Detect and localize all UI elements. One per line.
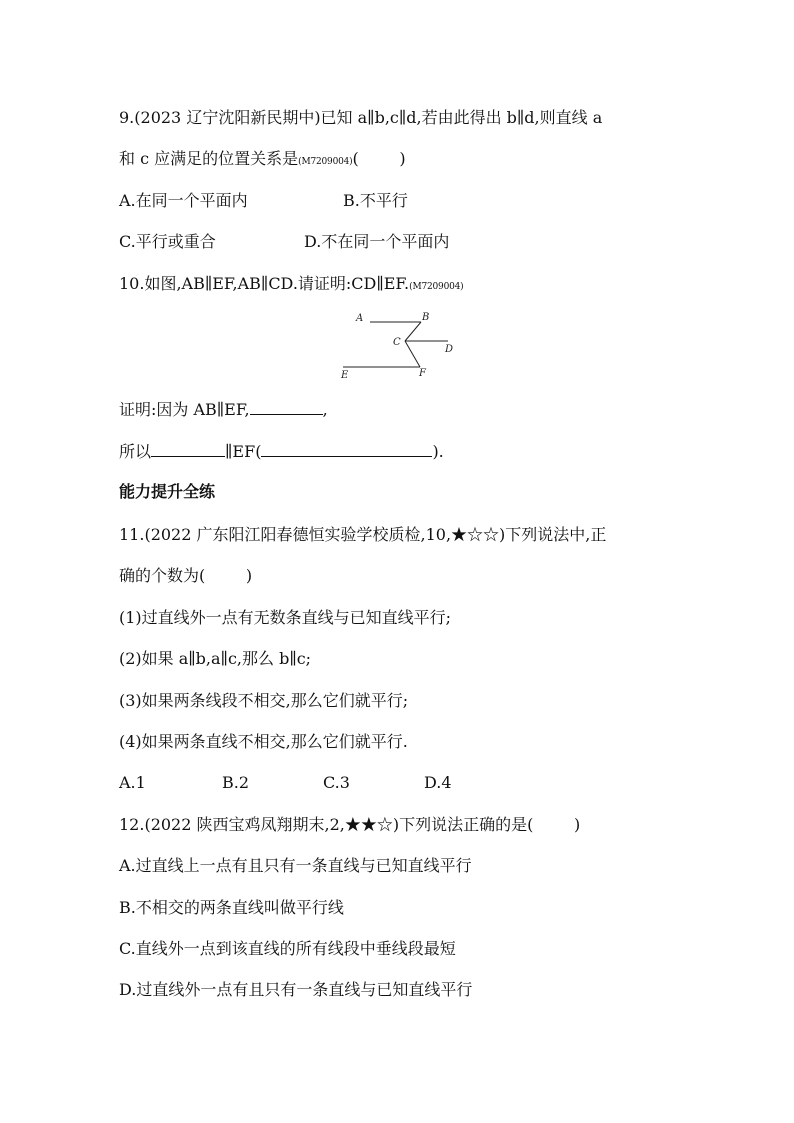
q12-option-d: D.过直线外一点有且只有一条直线与已知直线平行 — [119, 980, 473, 999]
q9-stem-text: 和 c 应满足的位置关系是 — [119, 149, 299, 168]
q9-option-a: A.在同一个平面内 — [119, 191, 248, 210]
point-label-a: A — [356, 313, 364, 324]
segment-cf — [405, 341, 420, 367]
point-label-d: D — [445, 344, 454, 355]
q9-option-d: D.不在同一个平面内 — [304, 232, 450, 251]
point-label-f: F — [419, 368, 426, 379]
q12-option-b: B.不相交的两条直线叫做平行线 — [119, 898, 344, 917]
q10-code: (M7209004) — [409, 282, 464, 292]
q9-answer-paren: ( ) — [352, 149, 406, 168]
q9-stem-line1: 9.(2023 辽宁沈阳新民期中)已知 a∥b,c∥d,若由此得出 b∥d,则直线 a — [119, 108, 603, 127]
q11-option-b: B.2 — [222, 773, 250, 792]
q10-proof-text2: 所以 — [119, 442, 152, 461]
q12-stem: 12.(2022 陕西宝鸡凤翔期末,2,★★☆)下列说法正确的是( ) — [119, 815, 581, 834]
q11-option-a: A.1 — [119, 773, 146, 792]
point-label-b: B — [422, 312, 430, 323]
q11-statement-1: (1)过直线外一点有无数条直线与已知直线平行; — [119, 608, 452, 627]
q11-stem-line2: 确的个数为( ) — [119, 566, 253, 585]
q10-stem-text: 10.如图,AB∥EF,AB∥CD.请证明:CD∥EF. — [119, 274, 410, 293]
q10-proof-line1 — [119, 399, 328, 420]
q10-proof-blank1[interactable] — [250, 399, 323, 415]
point-label-e: E — [341, 370, 349, 381]
point-label-c: C — [393, 337, 401, 348]
segment-bc — [405, 322, 421, 341]
q10-proof-text1: 证明:因为 AB∥EF, — [119, 400, 250, 419]
q10-proof-line2 — [119, 441, 444, 462]
q9-option-b: B.不平行 — [343, 191, 408, 210]
q9-stem-line2 — [119, 149, 406, 172]
q10-figure — [330, 305, 470, 385]
section-heading: 能力提升全练 — [119, 482, 216, 501]
q10-proof-comma: , — [322, 400, 328, 419]
q12-option-c: C.直线外一点到该直线的所有线段中垂线段最短 — [119, 939, 456, 958]
q10-proof-end: ). — [432, 442, 444, 461]
q10-proof-reason-blank[interactable] — [261, 441, 432, 457]
q10-stem — [119, 274, 463, 297]
q12-option-a: A.过直线上一点有且只有一条直线与已知直线平行 — [119, 856, 472, 875]
q10-proof-text3: ∥EF( — [225, 442, 262, 461]
q9-option-c: C.平行或重合 — [119, 232, 216, 251]
q11-statement-4: (4)如果两条直线不相交,那么它们就平行. — [119, 732, 408, 751]
q10-proof-blank2[interactable] — [151, 441, 225, 457]
q9-code: (M7209004) — [298, 157, 353, 167]
q11-stem-line1: 11.(2022 广东阳江阳春德恒实验学校质检,10,★☆☆)下列说法中,正 — [119, 525, 607, 544]
q11-statement-3: (3)如果两条线段不相交,那么它们就平行; — [119, 691, 409, 710]
q11-statement-2: (2)如果 a∥b,a∥c,那么 b∥c; — [119, 649, 312, 668]
q11-option-d: D.4 — [424, 773, 452, 792]
q11-option-c: C.3 — [323, 773, 350, 792]
